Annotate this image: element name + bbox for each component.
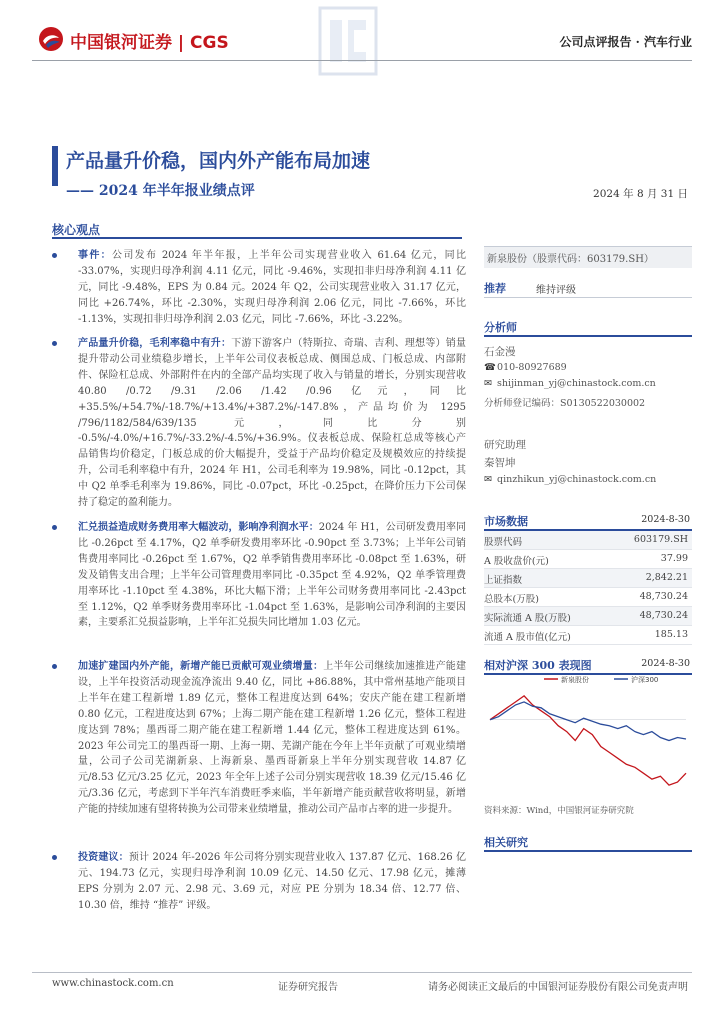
analyst-email[interactable]: shijinman_yj@chinastock.com.cn bbox=[497, 378, 656, 389]
core-item-text: 2024 年 H1，公司研发费用率同比 -0.26pct 至 4.17%，Q2 单季研发费用率环比 -0.90pct 至 3.73%；上半年公司销售费用率同比 -0.26pct 至 1.67%，Q2 单季销售费用率环比 -0.08pct 至 1.63%，研发及销售支出合理；上半年公司管理费用率同比 -0.35pct 至 4.92%，Q2 单季管理费用率环比 -1.10pct 至 4.38%，环比大幅下滑；上半年公司财务费用率同比 -2.43pct 至 1.12%，Q2 单季财务费用率环比 -1.04pct 至 1.63%，是影响公司净利润的主要因素，主要系汇兑损益影响，上半年汇兑损失同比增加 1.03 亿元。 bbox=[78, 522, 467, 629]
analyst-cert: 分析师登记编码：S0130522030002 bbox=[484, 398, 646, 409]
market-row bbox=[484, 569, 692, 588]
chart-date: 2024-8-30 bbox=[641, 658, 690, 669]
market-row bbox=[484, 588, 692, 607]
core-views-heading: 核心观点 bbox=[52, 223, 101, 237]
analyst-heading: 分析师 bbox=[484, 321, 517, 334]
series-line bbox=[490, 702, 686, 741]
bullet-icon bbox=[52, 253, 57, 258]
legend-label: 新泉股份 bbox=[561, 676, 589, 684]
analyst-phone-row bbox=[484, 362, 567, 373]
market-data-date: 2024-8-30 bbox=[641, 514, 690, 525]
related-research-divider bbox=[484, 850, 692, 852]
analyst-email-row bbox=[484, 378, 656, 389]
analyst-name: 石金漫 bbox=[484, 346, 516, 358]
bullet-icon bbox=[52, 664, 57, 669]
bullet-icon bbox=[52, 341, 57, 346]
core-item-lead: 事件： bbox=[78, 250, 112, 261]
report-subtitle: —— 2024 年半年报业绩点评 bbox=[66, 183, 255, 199]
market-row-value: 37.99 bbox=[660, 553, 688, 564]
market-row-key: 总股本(万股) bbox=[484, 594, 539, 605]
core-item-lead: 投资建议： bbox=[78, 852, 129, 863]
report-date: 2024 年 8 月 31 日 bbox=[593, 188, 688, 200]
phone-icon: ☎ bbox=[484, 362, 496, 373]
market-row-key: 实际流通 A 股(万股) bbox=[484, 613, 571, 624]
core-item-text: 上半年公司继续加速推进产能建设，上半年投资活动现金流净流出 9.40 亿，同比 +86.88%，其中常州基地产能项目上半年在建工程新增 1.89 亿元，整体工程进度达到 64%；安庆产能在建工程新增 0.80 亿元，工程进度达到 67%；上海二期产能在建工程新增 1.26 亿元，整体工程进度达到 78%；墨西哥二期产能在建工程新增 1.44 亿元，整体工程进度达到 61%。2023 年公司完工的墨西哥一期、上海一期、芜湖产能在今年上半年贡献了可观业绩增量，公司子公司芜湖新泉、上海新泉、墨西哥新泉上半年分别实现营收 14.87 亿元/8.53 亿元/3.25 亿元，2023 年全年上述子公司分别实现营收 18.39 亿元/15.46 亿元/3.36 亿元，考虑到下半年汽车消费旺季来临，半年新增产能贡献营收将明显，新增产能的持续加速有望将转换为公司带来业绩增量，推动公司产品市占率的进一步提升。 bbox=[78, 661, 467, 816]
market-row-value: 48,730.24 bbox=[639, 591, 688, 602]
market-row-key: 流通 A 股市值(亿元) bbox=[484, 632, 571, 643]
market-row bbox=[484, 607, 692, 626]
assistant-name: 秦智坤 bbox=[484, 457, 516, 469]
analyst-phone: 010-80927689 bbox=[497, 362, 567, 373]
core-item-text: 公司发布 2024 年半年报，上半年公司实现营业收入 61.64 亿元，同比 -33.07%，实现归母净利润 4.11 亿元，同比 -9.46%，实现扣非归母净利润 4.11 亿元，同比 -9.48%，EPS 为 0.84 元。2024 年 Q2，公司实现营业收入 31.17 亿元，同比 +26.74%，环比 -2.30%，实现归母净利润 2.06 亿元，同比 -7.66%，环比 -1.13%，实现扣非归母净利润 2.03 亿元，同比 -7.66%，环比 -3.22%。 bbox=[78, 250, 467, 325]
email-icon: ✉ bbox=[484, 474, 492, 485]
header-divider bbox=[32, 60, 692, 61]
core-item-lead: 产品量升价稳，毛利率稳中有升： bbox=[78, 338, 232, 349]
market-row-key: 股票代码 bbox=[484, 537, 523, 548]
market-row bbox=[484, 550, 692, 569]
assistant-email-row bbox=[484, 474, 656, 485]
market-row bbox=[484, 531, 692, 550]
market-data-heading: 市场数据 bbox=[484, 515, 528, 528]
market-row bbox=[484, 626, 692, 645]
core-item-event bbox=[52, 248, 466, 328]
footer-website[interactable]: www.chinastock.com.cn bbox=[52, 978, 174, 989]
company-logo-icon bbox=[38, 26, 64, 52]
logo-name: 中国银河证券 bbox=[70, 33, 172, 53]
rating-value: 维持评级 bbox=[536, 285, 576, 296]
core-item-lead: 加速扩建国内外产能，新增产能已贡献可观业绩增量： bbox=[78, 661, 324, 672]
footer-disclaimer: 请务必阅读正文最后的中国银河证券股份有限公司免责声明 bbox=[428, 982, 688, 993]
rating-divider bbox=[484, 297, 692, 298]
market-row-key: A 股收盘价(元) bbox=[484, 556, 549, 567]
logo-cgs: CGS bbox=[190, 33, 229, 53]
footer-divider bbox=[32, 972, 692, 973]
core-item-text: 预计 2024 年-2026 年公司将分别实现营业收入 137.87 亿元、168.26 亿元、194.73 亿元，实现归母净利润 10.09 亿元、14.50 亿元、17.98 亿元，摊薄 EPS 分别为 2.07 元、2.98 元、3.69 元，对应 PE 分别为 18.34 倍、12.77 倍、10.30 倍，维持 “推荐” 评级。 bbox=[78, 852, 466, 911]
core-item-capacity bbox=[52, 659, 466, 818]
core-item-expenses bbox=[52, 520, 466, 631]
bullet-icon bbox=[52, 525, 57, 530]
footer-center: 证券研究报告 bbox=[278, 982, 338, 993]
related-research-heading: 相关研究 bbox=[484, 836, 528, 849]
stock-box-divider bbox=[484, 246, 692, 247]
market-row-value: 185.13 bbox=[654, 629, 688, 640]
core-item-text: 下游下游客户（特斯拉、奇瑞、吉利、理想等）销量提升带动公司业绩稳步增长，上半年公司仪表板总成、侧围总成、门板总成、内部附件、保险杠总成、外部附件在内的全部产品均实现了收入与销量的增长，分别实现营收 40.80 /0.72 /9.31 /2.06 /1.42 /0.96 亿元，同比 +35.5%/+54.7%/-18.7%/+13.4%/+387.2%/-147.8%，产品均价为 1295 /796/1182/584/639/135 元，同比分别 -0.5%/-4.0%/+16.7%/-33.2%/-4.5%/+36.9%。仪表板总成、保险杠总成等核心产品销售均价稳定，门板总成的价大幅提升，受益于产品均价稳定及规模效应的持续提升，公司毛利率稳中有升，2024 年 H1，公司毛利率为 19.98%，同比 -0.12pct，其中 Q2 单季毛利率为 19.86%，同比 -0.07pct，环比 -0.25pct，在降价压力下公司保持了稳定的盈利能力。 bbox=[78, 338, 467, 509]
stock-name: 新泉股份（股票代码：603179.SH） bbox=[487, 254, 654, 265]
core-item-investment bbox=[52, 850, 466, 914]
market-row-key: 上证指数 bbox=[484, 575, 523, 586]
chart-heading: 相对沪深 300 表现图 bbox=[484, 659, 592, 672]
market-row-value: 2,842.21 bbox=[645, 572, 688, 583]
legend-label: 沪深300 bbox=[631, 676, 659, 684]
core-item-lead: 汇兑损益造成财务费用率大幅波动，影响净利润水平： bbox=[78, 522, 319, 533]
report-type: 公司点评报告 · 汽车行业 bbox=[559, 35, 692, 49]
email-icon: ✉ bbox=[484, 378, 492, 389]
assistant-email[interactable]: qinzhikun_yj@chinastock.com.cn bbox=[497, 474, 657, 485]
market-row-value: 603179.SH bbox=[633, 534, 688, 545]
core-views-divider bbox=[52, 237, 462, 239]
title-accent-bar bbox=[52, 146, 58, 186]
logo-divider: | bbox=[172, 33, 191, 53]
company-logo-text bbox=[70, 28, 229, 53]
market-row-value: 48,730.24 bbox=[639, 610, 688, 621]
watermark-logo-icon bbox=[318, 6, 378, 76]
performance-chart bbox=[484, 672, 692, 802]
report-title: 产品量升价稳，国内外产能布局加速 bbox=[66, 150, 371, 172]
core-item-products bbox=[52, 336, 466, 511]
chart-source: 资料来源：Wind，中国银河证券研究院 bbox=[484, 806, 634, 816]
bullet-icon bbox=[52, 855, 57, 860]
rating-label: 推荐 bbox=[484, 282, 506, 295]
analyst-divider bbox=[484, 335, 692, 337]
series-line bbox=[490, 696, 686, 785]
assistant-heading: 研究助理 bbox=[484, 439, 526, 451]
